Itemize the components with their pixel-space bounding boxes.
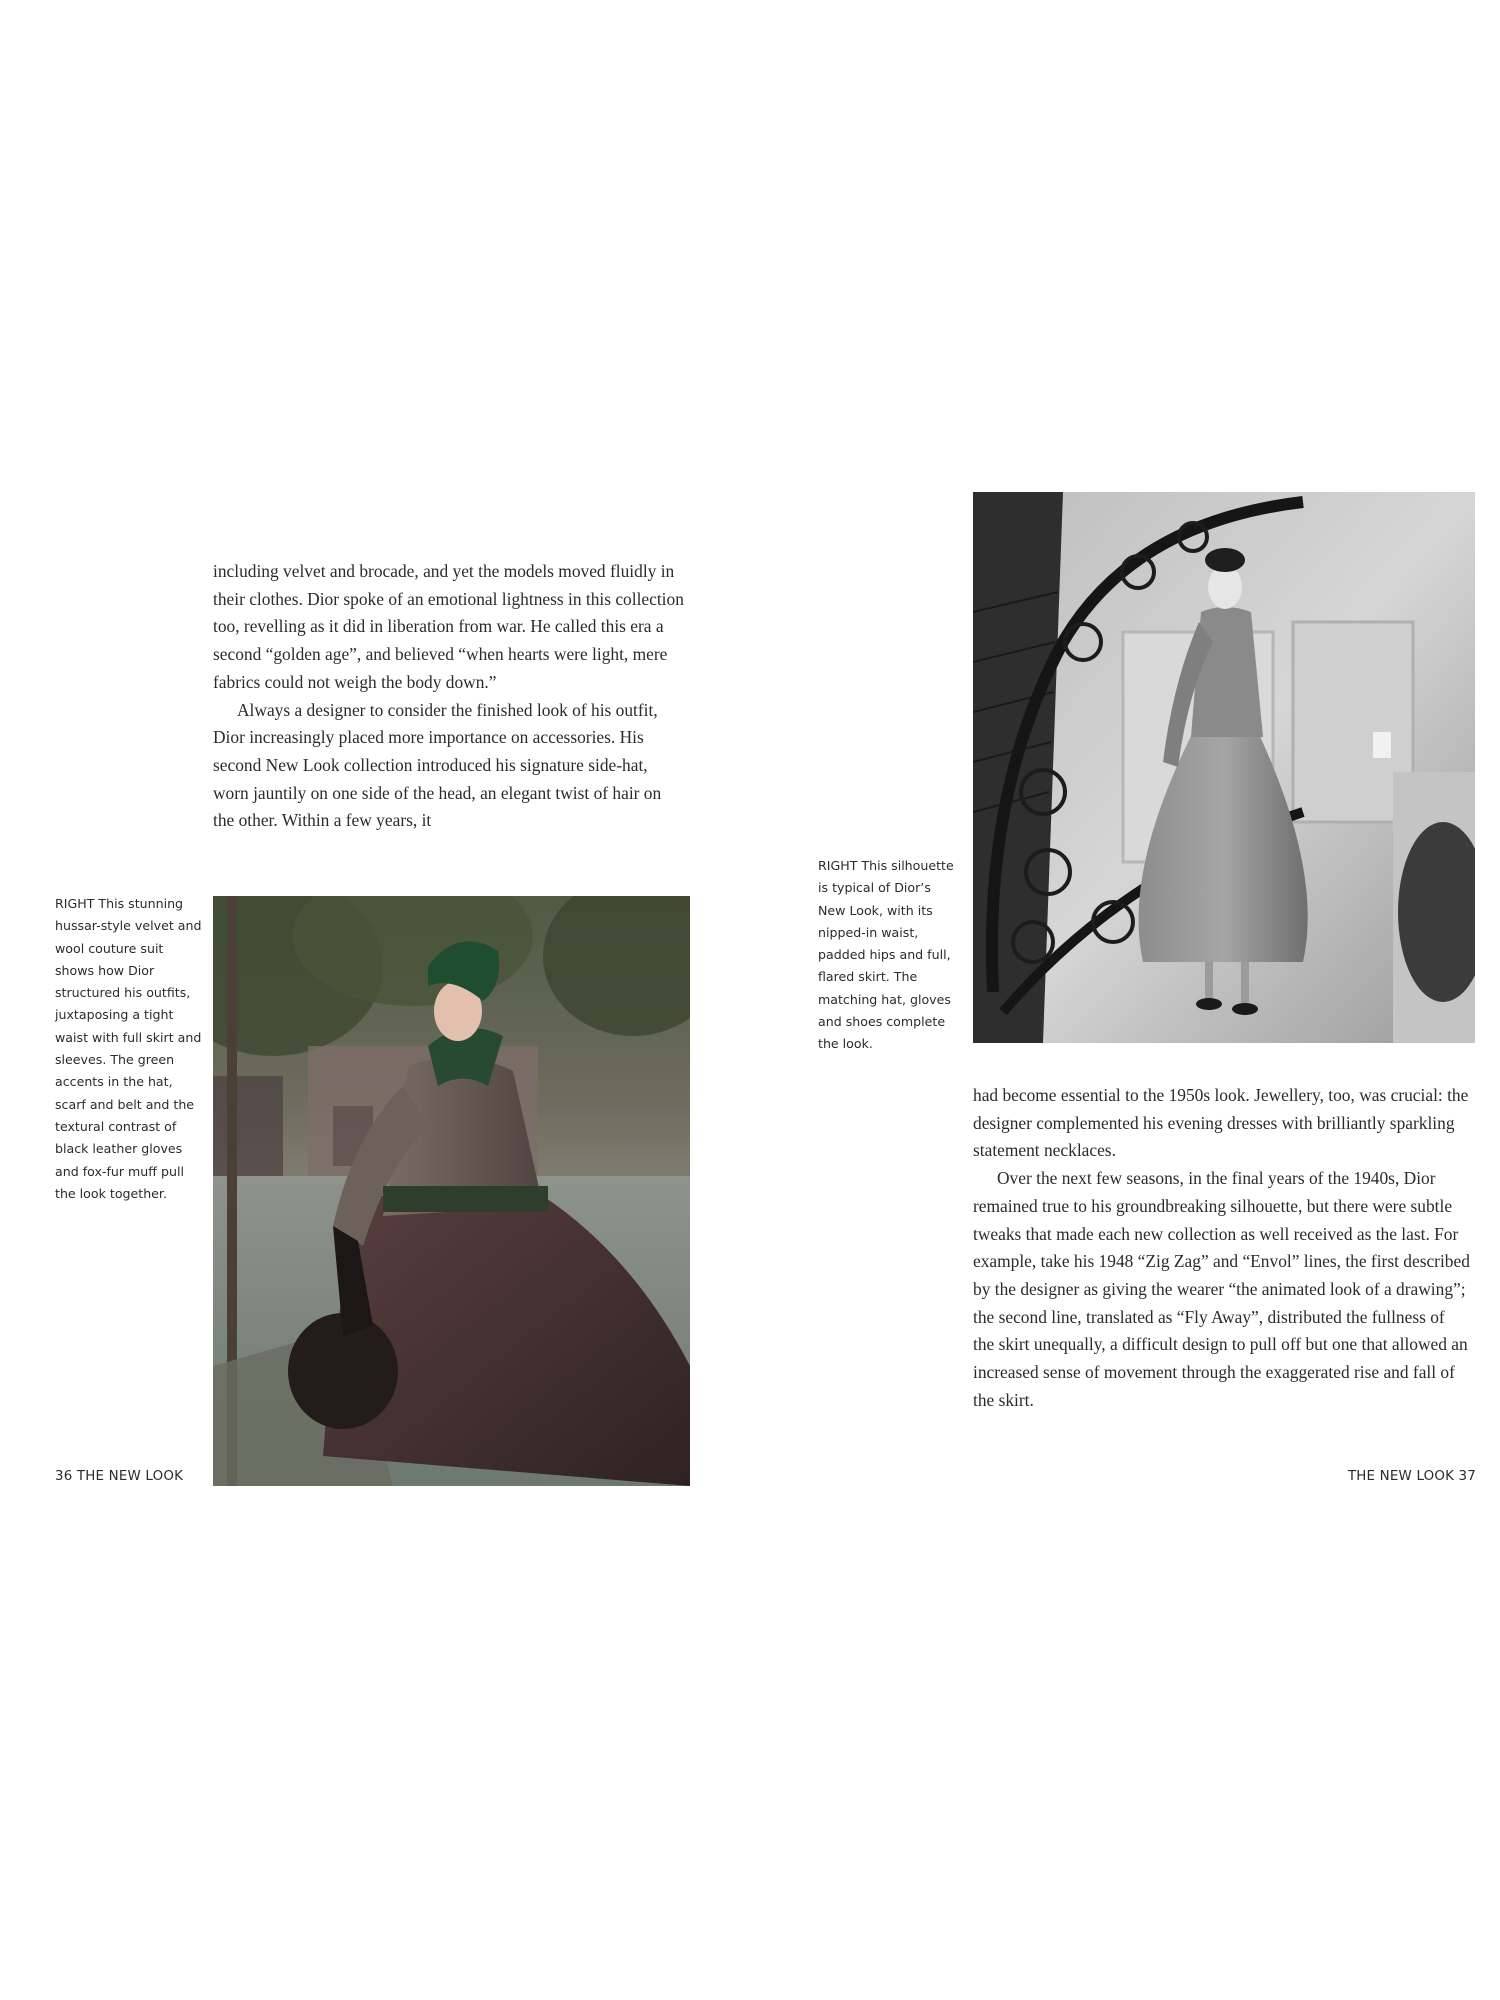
right-paragraph-2: Over the next few seasons, in the final years of the 1940s, Dior remained true to his groundbreaking silhouette, but there were subtle tweaks that made each new collection as well received as the last. For example, take his 1948 “Zig Zag” and “Envol” lines, the first described by the designer as giving the wearer “the animated look of a drawing”; the second line, translated as “Fly Away”, distributed the fullness of the skirt unequally, a difficult design to pull off but one that allowed an increased sense of movement through the exaggerated rise and fall of the skirt.: [973, 1168, 1470, 1410]
color-fashion-photo: [213, 896, 690, 1486]
bw-staircase-fashion-photo-icon: [973, 492, 1475, 1043]
left-paragraph-2: Always a designer to consider the finished look of his outfit, Dior increasingly placed more importance on accessories. His second New Look collection introduced his signature side-hat, worn jauntily on one side of the head, an elegant twist of hair on the other. Within a few years, it: [213, 699, 662, 831]
right-body-text: [973, 1082, 1470, 1414]
right-folio: THE NEW LOOK 37: [1347, 1469, 1476, 1484]
right-caption-text: RIGHT This silhouette is typical of Dior’s New Look, with its nipped-in waist, padded hips and full, flared skirt. The matching hat, gloves and shoes complete the look.: [818, 858, 954, 1052]
right-paragraph-1: had become essential to the 1950s look. Jewellery, too, was crucial: the designer complemented his evening dresses with brilliantly sparkling statement necklaces.: [973, 1085, 1469, 1161]
left-caption-text: RIGHT This stunning hussar-style velvet and wool couture suit shows how Dior structured his outfits, juxtaposing a tight waist with full skirt and sleeves. The green accents in the hat, scarf and belt and the textural contrast of black leather gloves and fox-fur muff pull the look together.: [55, 896, 202, 1201]
right-photo-caption: [818, 855, 958, 1056]
right-page: [750, 0, 1500, 2000]
bw-staircase-fashion-photo: [973, 492, 1475, 1043]
left-folio: 36 THE NEW LOOK: [55, 1469, 184, 1484]
left-photo-caption: [55, 893, 205, 1205]
left-body-text: [213, 558, 685, 835]
color-fashion-photo-icon: [213, 896, 690, 1486]
left-paragraph-1: including velvet and brocade, and yet the models moved fluidly in their clothes. Dior spoke of an emotional lightness in this collection too, revelling as it did in liberation from war. He called this era a second “golden age”, and believed “when hearts were light, mere fabrics could not weigh the body down.”: [213, 561, 684, 692]
